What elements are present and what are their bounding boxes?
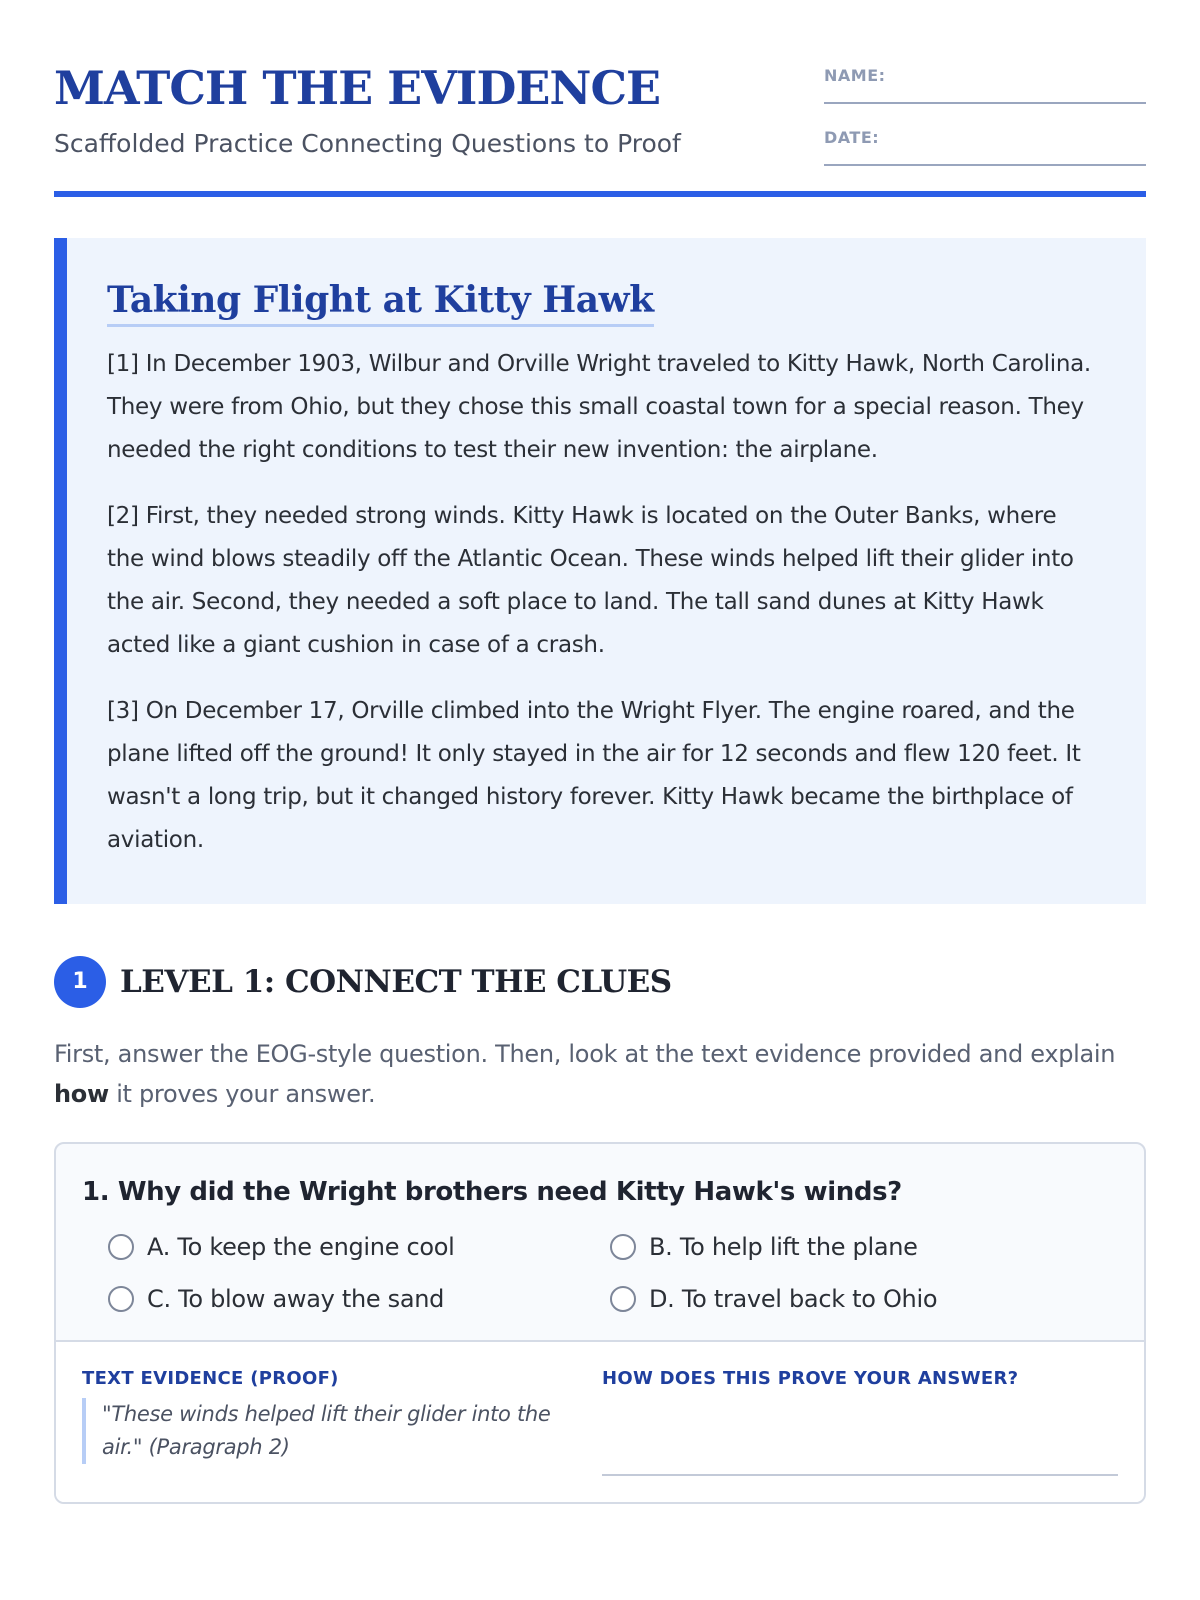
level-number-badge: 1 — [54, 956, 106, 1008]
choice-a[interactable] — [108, 1228, 610, 1266]
passage-paragraph-1: [1] In December 1903, Wilbur and Orville Wright traveled to Kitty Hawk, North Carolina. They were from Ohio, but they chose this small coastal town for a special reason. They needed the right conditions to test their new invention: the airplane. — [107, 351, 1091, 463]
instructions-text-start: First, answer the EOG-style question. Then, look at the text evidence provided and explain — [54, 1040, 1116, 1068]
date-field-label: DATE: — [824, 128, 880, 147]
choice-b-label: B. To help lift the plane — [649, 1233, 918, 1261]
question-text: 1. Why did the Wright brothers need Kitty Hawk's winds? — [82, 1177, 902, 1207]
page-subtitle: Scaffolded Practice Connecting Questions to Proof — [54, 129, 681, 158]
name-field[interactable] — [824, 60, 1146, 104]
date-field[interactable] — [824, 122, 1146, 166]
choice-c[interactable] — [108, 1280, 610, 1318]
answer-choices — [82, 1228, 1118, 1318]
question-card — [54, 1142, 1146, 1504]
radio-button[interactable] — [610, 1286, 636, 1312]
response-label: HOW DOES THIS PROVE YOUR ANSWER? — [602, 1368, 1019, 1389]
header-divider — [54, 191, 1146, 197]
response-answer-line[interactable] — [602, 1444, 1118, 1476]
radio-button[interactable] — [108, 1234, 134, 1260]
evidence-quote: "These winds helped lift their glider into the air." (Paragraph 2) — [82, 1398, 578, 1464]
question-card-top — [56, 1144, 1144, 1340]
radio-button[interactable] — [108, 1286, 134, 1312]
question-card-bottom — [56, 1340, 1144, 1502]
passage-paragraph-3: [3] On December 17, Orville climbed into the Wright Flyer. The engine roared, and the plane lifted off the ground! It only stayed in the air for 12 seconds and flew 120 feet. It wasn't a long trip, but it changed history forever. Kitty Hawk became the birthplace of aviation. — [107, 698, 1081, 853]
student-fields — [824, 60, 1146, 184]
passage-title: Taking Flight at Kitty Hawk — [107, 278, 654, 327]
response-column — [602, 1366, 1118, 1476]
passage-paragraph-2: [2] First, they needed strong winds. Kitty Hawk is located on the Outer Banks, where the wind blows steadily off the Atlantic Ocean. These winds helped lift their glider into the air. Second, they needed a soft place to land. The tall sand dunes at Kitty Hawk acted like a giant cushion in case of a crash. — [107, 503, 1074, 658]
worksheet-header — [54, 0, 1146, 196]
name-field-label: NAME: — [824, 66, 886, 85]
choice-c-label: C. To blow away the sand — [147, 1285, 445, 1313]
level-instructions — [54, 1034, 1146, 1114]
choice-d[interactable] — [610, 1280, 1110, 1318]
reading-passage — [54, 238, 1146, 904]
choice-a-label: A. To keep the engine cool — [147, 1233, 455, 1261]
evidence-column — [82, 1366, 578, 1476]
instructions-text-end: it proves your answer. — [108, 1080, 376, 1108]
level-heading — [54, 956, 1146, 1008]
evidence-label: TEXT EVIDENCE (PROOF) — [82, 1368, 339, 1389]
page-title: MATCH THE EVIDENCE — [54, 61, 661, 115]
instructions-emphasis: how — [54, 1080, 109, 1108]
choice-d-label: D. To travel back to Ohio — [649, 1285, 938, 1313]
radio-button[interactable] — [610, 1234, 636, 1260]
level-title: LEVEL 1: CONNECT THE CLUES — [120, 964, 672, 1000]
choice-b[interactable] — [610, 1228, 1110, 1266]
